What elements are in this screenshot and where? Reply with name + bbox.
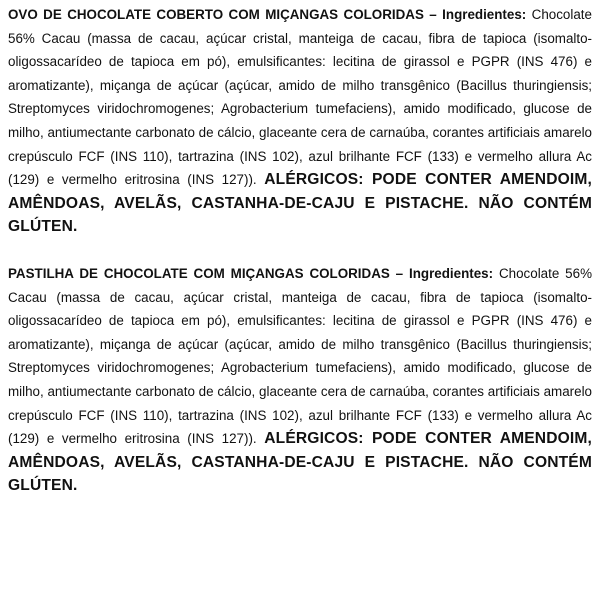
- ingredients-text: Chocolate 56% Cacau (massa de cacau, açúcar cristal, manteiga de cacau, fibra de tapioca (isomalto-oligossacarídeo de tapioca em pó), emulsificantes: lecitina de girassol e PGPR (INS 476) e aromatizante), miçanga de açúcar (açúcar, amido de milho transgênico (Bacillus thuringiensis; Streptomyces viridochromogenes; Agrobacterium tumefaciens), amido modificado, glucose de milho, antiumectante carbonato de cálcio, glaceante cera de carnaúba, corantes artificiais amarelo crepúsculo FCF (INS 110), tartrazina (INS 102), azul brilhante FCF (133) e vermelho allura Ac (129) e vermelho eritrosina (INS 127)).: [8, 265, 592, 447]
- product-title: OVO DE CHOCOLATE COBERTO COM MIÇANGAS COLORIDAS – Ingredientes:: [8, 7, 527, 22]
- ingredient-block-ovo: [8, 3, 592, 239]
- allergen-warning: ALÉRGICOS: PODE CONTER AMENDOIM, AMÊNDOAS, AVELÃS, CASTANHA-DE-CAJU E PISTACHE. NÃO CONTÉM GLÚTEN.: [8, 171, 592, 236]
- product-title: PASTILHA DE CHOCOLATE COM MIÇANGAS COLORIDAS – Ingredientes:: [8, 265, 494, 281]
- ingredients-text: Chocolate 56% Cacau (massa de cacau, açúcar cristal, manteiga de cacau, fibra de tapioca (isomalto-oligossacarídeo de tapioca em pó), emulsificantes: lecitina de girassol e PGPR (INS 476) e aromatizante), miçanga de açúcar (açúcar, amido de milho transgênico (Bacillus thuringiensis; Streptomyces viridochromogenes; Agrobacterium tumefaciens), amido modificado, glucose de milho, antiumectante carbonato de cálcio, glaceante cera de carnaúba, corantes artificiais amarelo crepúsculo FCF (INS 110), tartrazina (INS 102), azul brilhante FCF (133) e vermelho allura Ac (129) e vermelho eritrosina (INS 127)).: [8, 7, 592, 188]
- ingredient-block-pastilha: [8, 262, 592, 498]
- allergen-warning: ALÉRGICOS: PODE CONTER AMENDOIM, AMÊNDOAS, AVELÃS, CASTANHA-DE-CAJU E PISTACHE. NÃO CONTÉM GLÚTEN.: [8, 430, 592, 495]
